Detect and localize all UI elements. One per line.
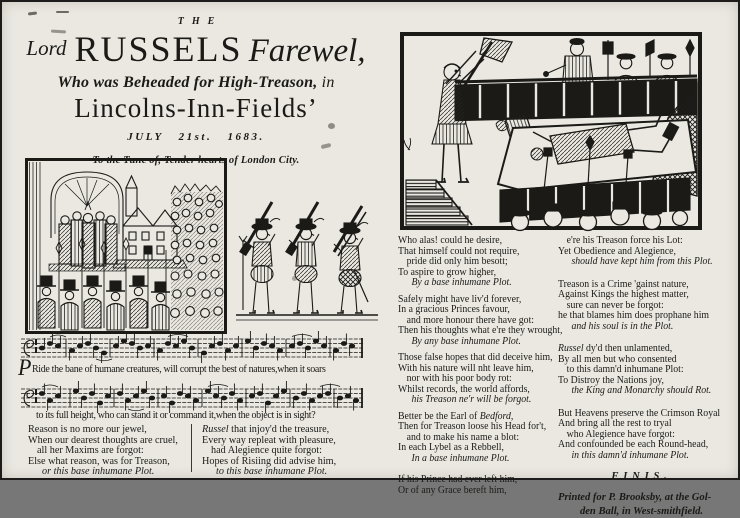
stanza-line: the King and Monarchy should Rot. [571, 385, 712, 396]
woodcut-procession-illustration [25, 158, 227, 334]
lyric-line-2: to its full height, who can stand it or command it,when the object is in sight? [36, 410, 316, 421]
stanza-8 [558, 344, 725, 397]
imprint-printer-name: P. Brooksby, [608, 490, 663, 503]
stanza-line: to this damn'd inhumane Plot: [566, 364, 684, 375]
stanza-line: his Treason ne'r will be forgot. [411, 394, 532, 405]
left-stanza-1 [28, 425, 186, 478]
woodcut-execution-illustration [400, 32, 702, 230]
stanza-line: In a base inhumane Plot. [411, 452, 510, 464]
stanza-2 [398, 293, 563, 348]
stanza-line: And bring all the rest to tryal [558, 418, 672, 429]
stanza-5 [398, 475, 550, 496]
stanza-line-pre: Better be the Earl of [398, 410, 480, 422]
stanza-line-rest: dy'd then unlamented, [583, 343, 673, 354]
stanza-line: Every way repleat with pleasure, [202, 434, 336, 446]
stanza-line: If his Prince had ever left him, [398, 474, 518, 485]
left-stanza-2 [202, 425, 372, 478]
stanza-line: By any base inhumane Plot. [411, 335, 521, 347]
stanza-line: Safely might have liv'd forever, [398, 293, 522, 305]
stanza-line: nor with his poor body rot: [406, 373, 512, 384]
stanza-line: pride did only him besott; [406, 256, 508, 267]
stanza-9 [558, 409, 725, 462]
stanza-1 [398, 236, 550, 289]
title-word-farewel: Farewel, [248, 33, 366, 69]
stanza-line: who Alegience have forgot: [566, 428, 675, 440]
imprint-line-2: den Ball, in West-smithfield. [579, 504, 704, 517]
russel-word: Russel [558, 343, 584, 354]
stanza-line: e're his Treason force his Lot: [566, 235, 683, 246]
imprint-pre: Printed for [558, 490, 609, 503]
title-word-russels: RUSSELS [74, 29, 243, 69]
title-word-lord: Lord [26, 36, 67, 60]
music-staff-1 [18, 334, 366, 361]
location-line: Lincolns-Inn-Fields’ [74, 93, 318, 123]
stanza-line: Then his thoughts what e're they wrought, [398, 325, 563, 336]
ink-smudge [28, 11, 37, 15]
stanza-line: all her Maxims are forgot: [37, 445, 144, 456]
stanza-line [202, 425, 372, 436]
stanza-line: should have kept him from this Plot. [571, 256, 713, 267]
lyric1-text: Ride the bane of humane creatures, will corrupt the best of natures,when it soars [31, 364, 326, 375]
stanza-line: And confounded be each Round-head, [558, 439, 709, 450]
stanza-3 [398, 352, 553, 406]
stanza-line: Against Kings the highest matter, [558, 289, 689, 300]
stanza-line: In a gracious Princes favour, [398, 304, 510, 315]
subtitle-hightreason: High-Treason, [218, 74, 318, 91]
stanza-line: By all men but who consented [558, 353, 677, 365]
stanza-line [558, 344, 725, 355]
column-divider [191, 424, 192, 472]
lyric-dropcap: P [18, 355, 32, 380]
imprint-post: at the Gol- [662, 490, 712, 503]
right-column-2 [558, 236, 725, 518]
subtitle-line [10, 74, 382, 92]
stanza-line: That himself could not require, [398, 245, 520, 257]
ink-smudge [56, 11, 69, 13]
stanza-line: Treason is a Crime 'gainst nature, [558, 278, 689, 290]
stanza-line: In each Lybel as a Rebbell, [398, 442, 504, 453]
stanza-line: Or of any Grace bereft him, [398, 484, 507, 496]
stanza-line-rest: that injoy'd the treasure, [228, 424, 330, 435]
stanza-line: he that blames him does prophane him [558, 310, 710, 321]
stanza-line: had Alegience quite forgot: [211, 445, 322, 456]
stanza-line: and to make his name a blot: [406, 431, 520, 443]
ink-smudge [292, 276, 297, 281]
stanza-line: sure can never be forgot: [566, 299, 664, 311]
imprint-line-1 [558, 490, 725, 504]
title-main [10, 28, 382, 70]
date-line: JULY 21st. 1683. [127, 131, 265, 143]
stanza-line: Then for Treason loose his Head for't, [398, 421, 547, 432]
music-staff-2 [18, 384, 366, 411]
stanza-line: Who alas! could he desire, [398, 235, 503, 246]
tune-name: Tender hearts of London City. [161, 155, 300, 166]
stanza-7 [558, 280, 725, 333]
russel-word: Russel [202, 424, 229, 435]
ink-smudge [328, 123, 335, 129]
bedford-word: Bedford, [479, 410, 514, 422]
woodcut-musketeers-illustration [232, 182, 380, 332]
stanza-line: in this damn'd inhumane Plot. [571, 449, 689, 461]
stanza-line: By a base inhumane Plot. [411, 277, 512, 288]
stanza-line: Reason is no more our jewel, [28, 424, 147, 435]
stanza-line: Yet Obedience and Alegience, [558, 245, 676, 257]
stanza-line: and more honour there have got: [406, 314, 535, 326]
stanza-6 [558, 236, 725, 268]
stanza-line: and his soul is in the Plot. [571, 320, 674, 332]
lyric-line-1 [18, 355, 326, 380]
stanza-line: To Distroy the Nations joy, [558, 374, 664, 386]
subtitle-post: in [317, 74, 335, 91]
tune-label: To the Tune of, [92, 155, 162, 166]
right-column-1 [398, 235, 563, 502]
stanza-line: But Heavens preserve the Crimson Royal [558, 407, 721, 419]
stanza-line: or this base inhumane Plot. [42, 466, 155, 477]
stanza-line: Else what reason, was for Treason, [28, 455, 170, 467]
stanza-line: Those false hopes that did deceive him, [398, 352, 553, 363]
stanza-line: to this base inhumane Plot. [216, 466, 328, 477]
imprint [558, 490, 725, 518]
stanza-line: With his nature will nht leave him, [398, 362, 534, 374]
stanza-line: Hopes of Risiing did advise him, [202, 455, 337, 467]
stanza-4 [398, 412, 550, 465]
stanza-line: To aspire to grow higher, [398, 266, 497, 278]
stanza-line: Whilst records, the world affords, [398, 383, 530, 395]
title-the: THE [177, 16, 223, 27]
subtitle-pre: Who was Beheaded for [57, 74, 219, 91]
stanza-line: When our dearest thoughts are cruel, [28, 434, 178, 446]
finis-line: FINIS. [611, 470, 672, 482]
